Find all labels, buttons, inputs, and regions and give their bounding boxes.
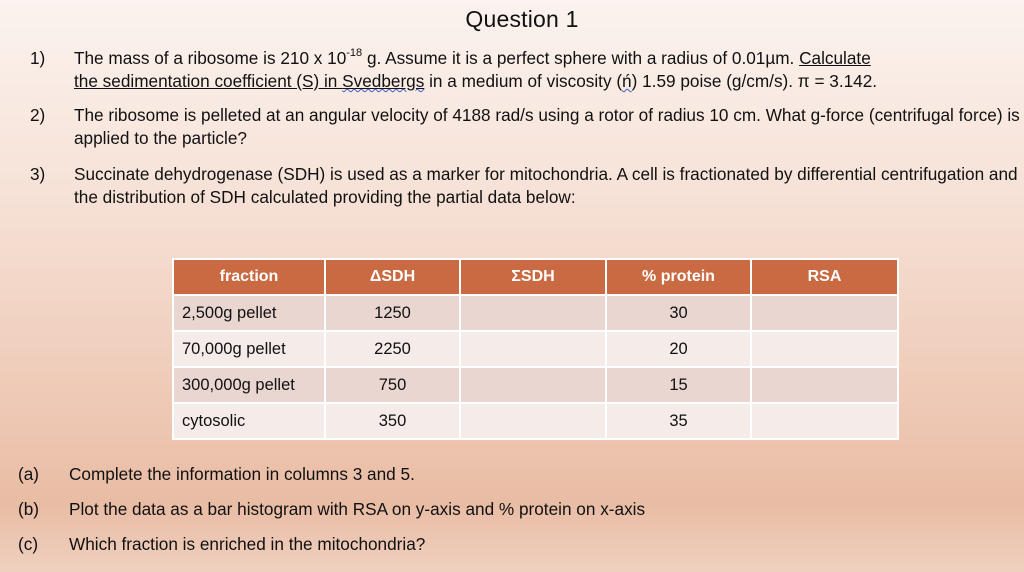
cell-rsa [752,368,897,404]
question-text: Succinate dehydrogenase (SDH) is used as a marker for mitochondria. A cell is fractionated by differential centrifugation and the distribution of SDH calculated providing the partial data below: [74,164,1018,207]
cell-fraction: 2,500g pellet [174,296,326,332]
table-header-row [174,260,897,296]
question-number: 3) [30,164,46,184]
cell-percent-protein: 20 [607,332,752,368]
column-header-percent-protein: % protein [607,260,752,296]
subquestion-text: Plot the data as a bar histogram with RSA on y-axis and % protein on x-axis [69,499,646,519]
cell-delta-sdh: 2250 [326,332,461,368]
cell-sigma-sdh [461,332,607,368]
question-text: The ribosome is pelleted at an angular velocity of 4188 rad/s using a rotor of radius 10 cm. What g-force (centrifugal force) is applied to the particle? [74,105,1020,148]
question-number: 2) [30,105,46,125]
question-1 [30,47,1020,93]
column-header-rsa: RSA [752,260,897,296]
text-segment: in a medium of viscosity ( [424,71,623,91]
column-header-sigma-sdh: ΣSDH [461,260,607,296]
underlined-text [342,71,424,91]
table-row [174,368,897,404]
cell-percent-protein: 15 [607,368,752,404]
table-row [174,404,897,438]
exponent: -18 [346,47,363,60]
question-number: 1) [30,48,46,68]
cell-delta-sdh: 750 [326,368,461,404]
cell-sigma-sdh [461,404,607,438]
cell-fraction: cytosolic [174,404,326,438]
text-segment: g. Assume it is a perfect sphere with a radius of 0.01µm. [362,48,800,68]
question-text [74,47,1020,93]
subquestion-label: (c) [18,534,39,554]
page-title: Question 1 [465,6,579,32]
subquestion-c [18,533,425,556]
subquestion-b [18,498,645,521]
table-row [174,332,897,368]
subquestion-label: (a) [18,464,40,484]
subquestion-text: Complete the information in columns 3 and 5. [69,464,415,484]
cell-percent-protein: 35 [607,404,752,438]
cell-fraction: 70,000g pellet [174,332,326,368]
table-row [174,296,897,332]
cell-fraction: 300,000g pellet [174,368,326,404]
subquestion-text: Which fraction is enriched in the mitochondria? [69,534,426,554]
cell-rsa [752,296,897,332]
question-2 [30,104,1020,150]
subquestion-a [18,463,415,486]
cell-rsa [752,332,897,368]
cell-delta-sdh: 1250 [326,296,461,332]
viscosity-symbol: ń [622,71,632,91]
cell-sigma-sdh [461,368,607,404]
column-header-fraction: fraction [174,260,326,296]
column-header-delta-sdh: ΔSDH [326,260,461,296]
cell-rsa [752,404,897,438]
cell-sigma-sdh [461,296,607,332]
text-segment: The mass of a ribosome is 210 x 10 [74,48,347,68]
question-3 [30,163,1020,209]
sdh-distribution-table [172,258,899,440]
cell-delta-sdh: 350 [326,404,461,438]
underlined-text: Calculate [799,48,871,68]
underlined-text: the sedimentation coefficient (S) in [74,71,343,91]
cell-percent-protein: 30 [607,296,752,332]
spellcheck-flagged-word: Svedbergs [342,71,425,91]
subquestion-label: (b) [18,499,40,519]
text-segment: ) 1.59 poise (g/cm/s). π = 3.142. [631,71,878,91]
